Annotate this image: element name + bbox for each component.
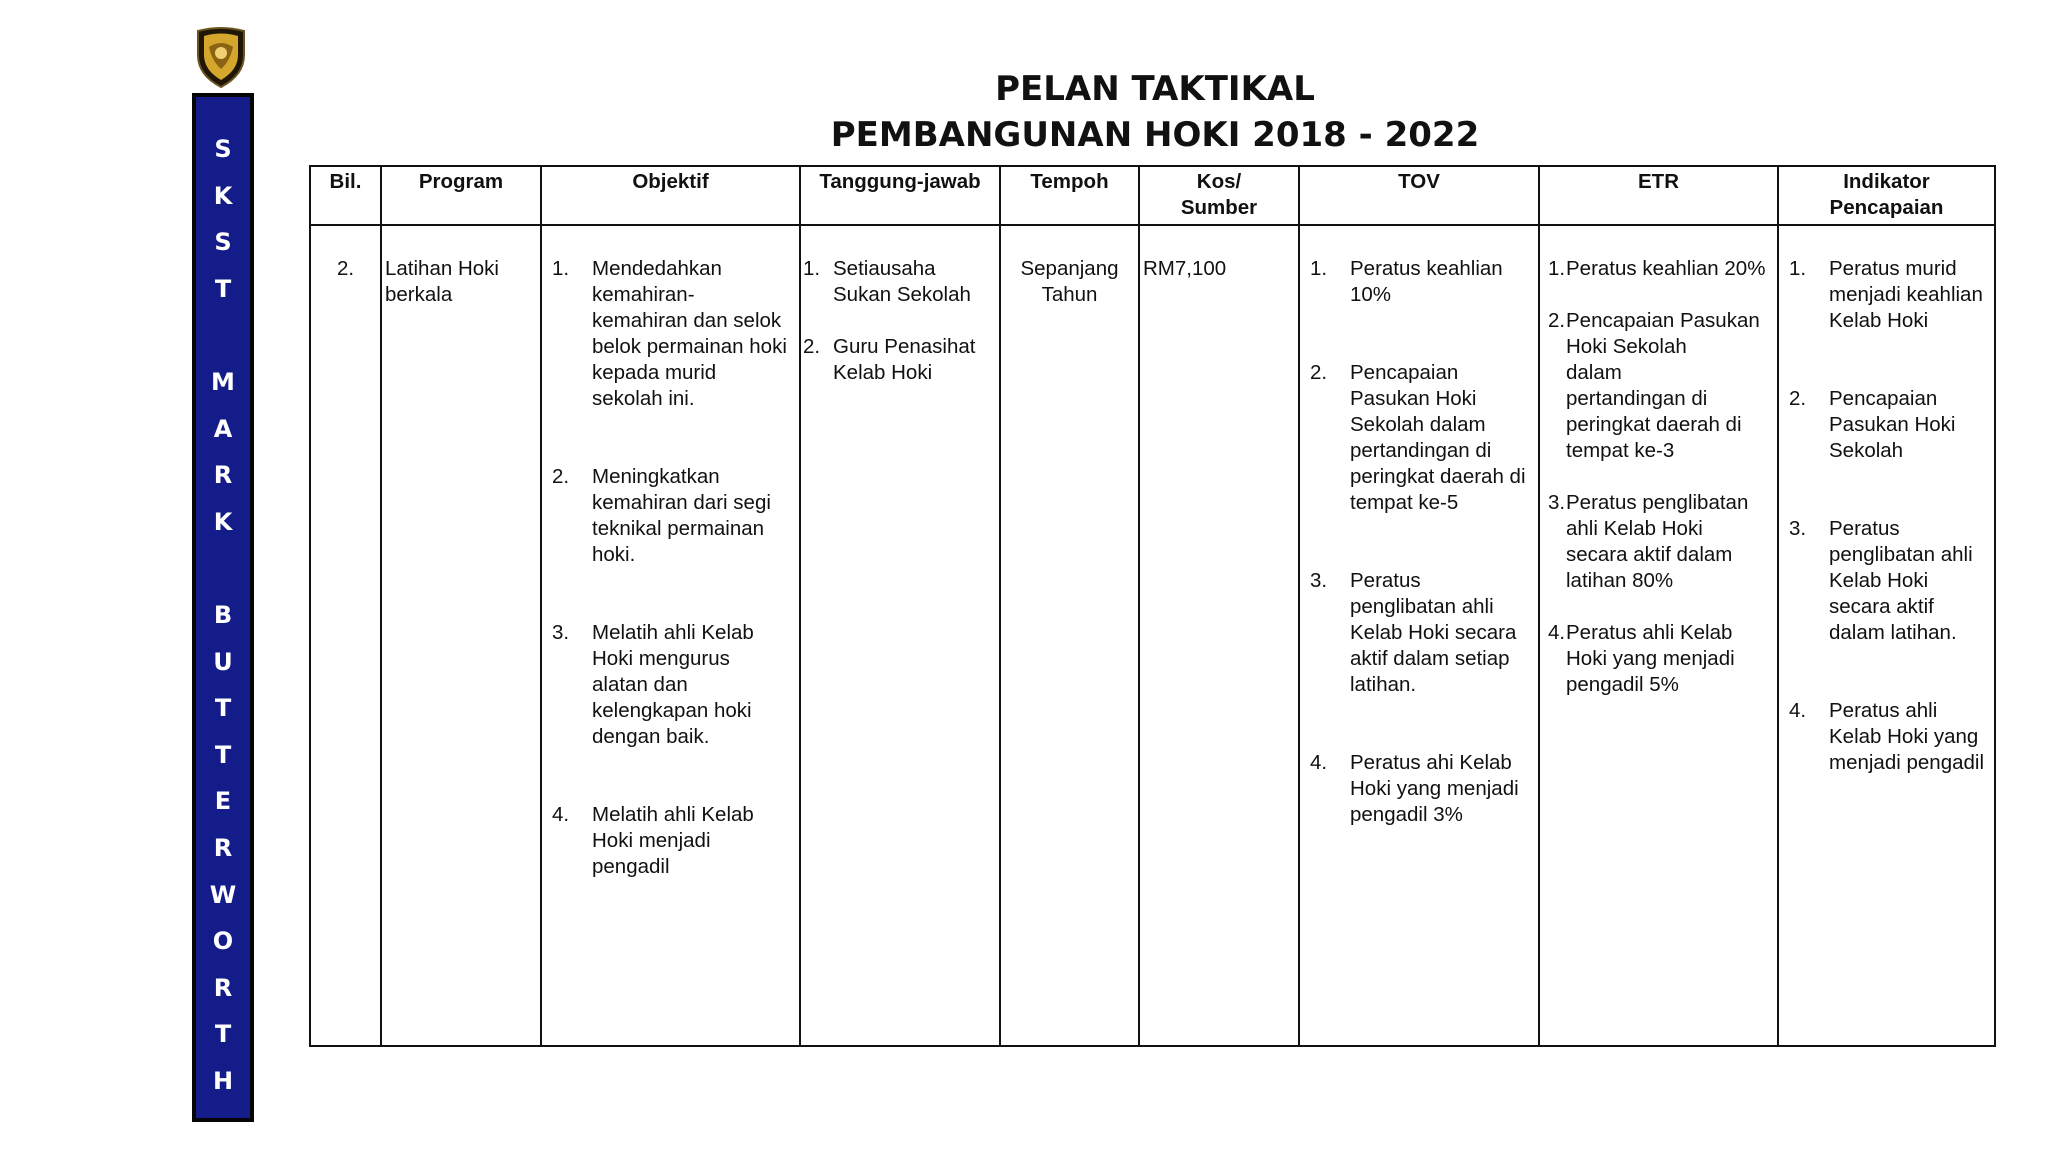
item-text: Pencapaian Pasukan Hoki Sekolah [1829, 387, 1956, 462]
header-program: Program [381, 166, 541, 225]
item-number: 2. [1789, 387, 1807, 410]
cell-etr [1539, 225, 1778, 1046]
header-tempoh: Tempoh [1000, 166, 1139, 225]
item-number: 3. [1548, 491, 1566, 514]
header-etr: ETR [1539, 166, 1778, 225]
item-text: Melatih ahli Kelab Hoki mengurus alatan dan kelengkapan hoki dengan baik. [592, 621, 754, 748]
indikator-item [1789, 256, 1994, 334]
banner-letter: B [213, 601, 233, 629]
banner-letter: O [212, 927, 234, 956]
item-text: Peratus keahlian 20% [1566, 257, 1766, 280]
title-line-2: PEMBANGUNAN HOKI 2018 - 2022 [830, 115, 1480, 155]
objektif-item [552, 802, 799, 880]
item-number: 4. [1310, 751, 1328, 774]
tactical-plan-table [309, 165, 1996, 1047]
cell-tov [1299, 225, 1539, 1046]
cell-objektif [541, 225, 800, 1046]
banner-letter: U [213, 647, 233, 676]
banner-letter: K [213, 507, 233, 536]
item-text: Peratus ahi Kelab Hoki yang menjadi pengadil 3% [1350, 751, 1519, 826]
cell-kos [1139, 225, 1299, 1046]
program-value: Latihan Hoki berkala [385, 257, 499, 306]
item-number: 4. [552, 803, 570, 826]
banner-letter: R [213, 973, 233, 1002]
item-text: Melatih ahli Kelab Hoki menjadi pengadil [592, 803, 754, 878]
item-text: Mendedahkan kemahiran- kemahiran dan selok belok permainan hoki kepada murid sekolah ini. [592, 257, 787, 410]
item-number: 2. [1548, 309, 1566, 332]
tov-item [1310, 256, 1538, 308]
indikator-item [1789, 386, 1994, 464]
banner-letter: W [209, 880, 237, 909]
banner-letter: A [213, 414, 233, 443]
tanggungjawab-item [803, 334, 999, 386]
item-text: Setiausaha Sukan Sekolah [833, 257, 971, 306]
item-number: 1. [1789, 257, 1807, 280]
tov-item [1310, 360, 1538, 516]
banner-letter: T [214, 1020, 232, 1049]
table-header-row [310, 166, 1995, 225]
indikator-item [1789, 516, 1994, 646]
item-number: 4. [1789, 699, 1807, 722]
banner-letter: E [214, 787, 232, 816]
item-number: 3. [1310, 569, 1328, 592]
header-bil: Bil. [310, 166, 381, 225]
item-text: Peratus penglibatan ahli Kelab Hoki secara aktif dalam setiap latihan. [1350, 569, 1517, 696]
etr-list [1548, 256, 1777, 698]
kos-value: RM7,100 [1143, 257, 1227, 280]
tov-item [1310, 568, 1538, 698]
item-number: 2. [803, 335, 821, 358]
objektif-list [552, 256, 799, 880]
school-crest-icon [194, 25, 248, 89]
bil-value: 2. [336, 257, 355, 280]
cell-tanggungjawab [800, 225, 1000, 1046]
etr-item [1548, 490, 1777, 594]
page-title [310, 66, 2000, 158]
header-tov: TOV [1299, 166, 1539, 225]
tempoh-value: Sepanjang Tahun [1020, 257, 1119, 306]
item-text: Peratus ahli Kelab Hoki yang menjadi pengadil 5% [1566, 621, 1735, 696]
banner-letter: K [213, 181, 233, 210]
header-indikator: Indikator Pencapaian [1778, 166, 1995, 225]
item-number: 2. [552, 465, 570, 488]
item-number: 3. [1789, 517, 1807, 540]
item-number: 3. [552, 621, 570, 644]
objektif-item [552, 256, 799, 412]
item-text: Guru Penasihat Kelab Hoki [833, 335, 976, 384]
item-number: 2. [1310, 361, 1328, 384]
item-number: 1. [1310, 257, 1328, 280]
cell-indikator [1778, 225, 1995, 1046]
banner-letter: R [213, 461, 233, 490]
banner-letter: H [212, 1067, 234, 1095]
objektif-item [552, 620, 799, 750]
banner-letter: T [214, 740, 232, 769]
title-line-1: PELAN TAKTIKAL [995, 69, 1315, 109]
item-text: Peratus ahli Kelab Hoki yang menjadi pengadil [1829, 699, 1985, 774]
indikator-list [1789, 256, 1994, 776]
item-number: 4. [1548, 621, 1566, 644]
tanggungjawab-list [803, 256, 999, 386]
item-text: Meningkatkan kemahiran dari segi teknikal permainan hoki. [592, 465, 771, 566]
banner-letter: S [214, 228, 232, 257]
banner-letter: R [213, 834, 233, 862]
banner-letter: T [214, 694, 232, 723]
header-tanggungjawab: Tanggung-jawab [800, 166, 1000, 225]
cell-tempoh [1000, 225, 1139, 1046]
objektif-item [552, 464, 799, 568]
school-name-banner [192, 93, 254, 1122]
header-kos: Kos/ Sumber [1139, 166, 1299, 225]
item-text: Peratus penglibatan ahli Kelab Hoki secara aktif dalam latihan. [1829, 517, 1973, 644]
banner-letter: M [211, 368, 235, 396]
etr-item [1548, 256, 1777, 282]
cell-program [381, 225, 541, 1046]
item-text: Pencapaian Pasukan Hoki Sekolah dalam pertandingan di peringkat daerah di tempat ke-5 [1350, 361, 1526, 514]
banner-letter: S [214, 135, 232, 163]
tov-list [1310, 256, 1538, 828]
item-number: 1. [552, 257, 570, 280]
item-text: Peratus keahlian 10% [1350, 257, 1503, 306]
table-row [310, 225, 1995, 1046]
item-number: 1. [1548, 257, 1566, 280]
banner-letter: T [214, 274, 232, 303]
cell-bil [310, 225, 381, 1046]
etr-item [1548, 308, 1777, 464]
item-text: Pencapaian Pasukan Hoki Sekolah dalam pertandingan di peringkat daerah di tempat ke-3 [1566, 309, 1760, 462]
item-text: Peratus murid menjadi keahlian Kelab Hoki [1829, 257, 1983, 332]
item-text: Peratus penglibatan ahli Kelab Hoki secara aktif dalam latihan 80% [1566, 491, 1749, 592]
item-number: 1. [803, 257, 821, 280]
tov-item [1310, 750, 1538, 828]
indikator-item [1789, 698, 1994, 776]
header-objektif: Objektif [541, 166, 800, 225]
etr-item [1548, 620, 1777, 698]
tanggungjawab-item [803, 256, 999, 308]
